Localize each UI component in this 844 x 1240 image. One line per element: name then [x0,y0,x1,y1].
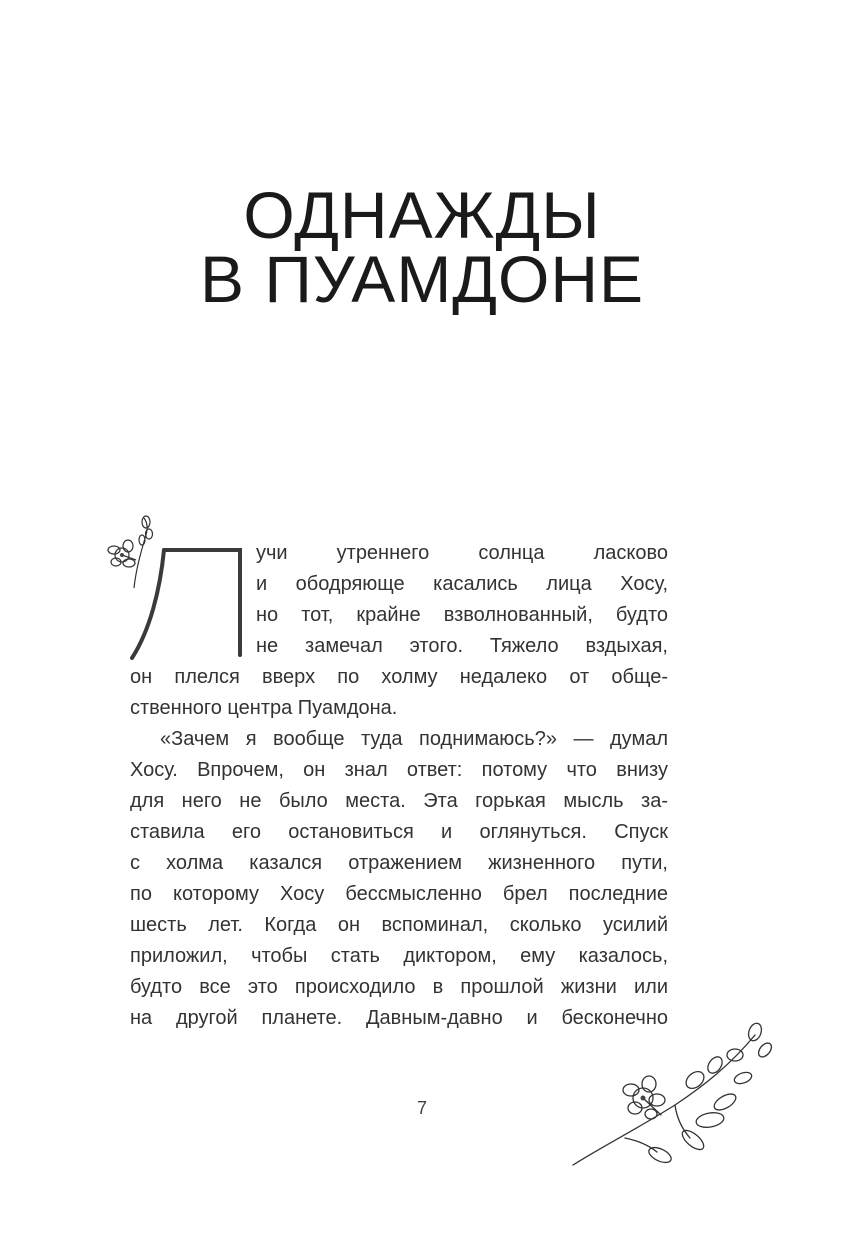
chapter-title-line-1: ОДНАЖДЫ [243,178,601,252]
text-line: не замечал этого. Тяжело вздыхая, [256,635,668,657]
flower-branch-icon [565,1020,780,1170]
text-line: учи утреннего солнца ласково [256,542,668,564]
text-line: с холма казался отражением жизненного пути, [130,852,668,874]
text-line: по которому Хосу бессмысленно брел последние [130,883,668,905]
chapter-title [0,178,844,316]
text-line: Хосу. Впрочем, он знал ответ: потому что внизу [130,759,668,781]
page-number: 7 [416,1098,427,1118]
chapter-title-line-2: В ПУАМДОНЕ [199,242,645,316]
text-line: ственного центра Пуамдона. [130,697,398,719]
text-line: он плелся вверх по холму недалеко от обще- [130,666,668,688]
text-line: на другой планете. Давным-давно и бесконечно [130,1007,668,1029]
text-line: будто все это происходило в прошлой жизни или [130,976,668,998]
body-text [130,538,668,1034]
text-line: приложил, чтобы стать диктором, ему казалось, [130,945,668,967]
text-line: и ободряюще касались лица Хосу, [256,573,668,595]
text-line: ставила его остановиться и оглянуться. Спуск [130,821,668,843]
text-line: шесть лет. Когда он вспоминал, сколько усилий [130,914,668,936]
drop-cap-text: Л [120,520,121,521]
text-line: для него не было места. Эта горькая мысль за- [130,790,668,812]
text-line: «Зачем я вообще туда поднимаюсь?» — думал [160,728,668,750]
text-line: но тот, крайне взволнованный, будто [256,604,668,626]
